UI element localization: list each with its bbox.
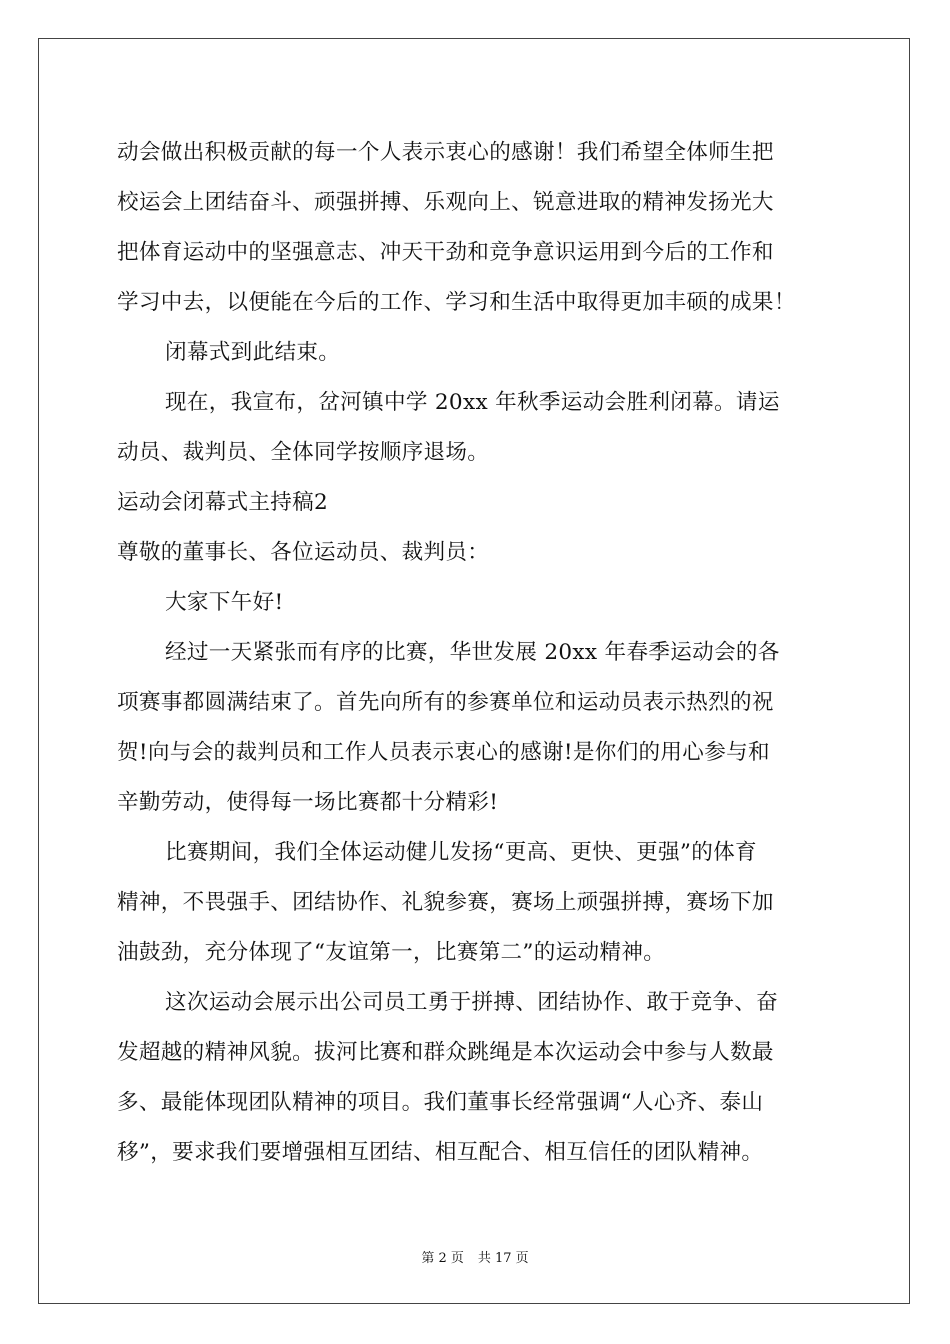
text-line: 这次运动会展示出公司员工勇于拼搏、团结协作、敢于竞争、奋 [165,990,779,1015]
text-line: 动会做出积极贡献的每一个人表示衷心的感谢！我们希望全体师生把 [117,140,774,165]
text-line: 动员、裁判员、全体同学按顺序退场。 [117,440,490,465]
text-line: 把体育运动中的坚强意志、冲天干劲和竞争意识运用到今后的工作和 [117,240,774,265]
page-footer [0,1247,950,1266]
document-body [117,128,837,1178]
page-number: 第 2 页 [421,1251,464,1266]
text-line: 经过一天紧张而有序的比赛，华世发展 20xx 年春季运动会的各 [165,640,780,665]
text-line: 油鼓劲，充分体现了“友谊第一，比赛第二”的运动精神。 [117,940,666,965]
text-line: 闭幕式到此结束。 [165,340,341,365]
text-line: 大家下午好! [165,590,284,615]
text-line: 运动会闭幕式主持稿2 [117,490,329,515]
text-line: 辛勤劳动，使得每一场比赛都十分精彩! [117,790,499,815]
text-line: 比赛期间，我们全体运动健儿发扬“更高、更快、更强”的体育 [165,840,757,865]
text-line: 项赛事都圆满结束了。首先向所有的参赛单位和运动员表示热烈的祝 [117,690,774,715]
text-line: 校运会上团结奋斗、顽强拼搏、乐观向上、锐意进取的精神发扬光大 [117,190,774,215]
text-line: 移”，要求我们要增强相互团结、相互配合、相互信任的团队精神。 [117,1140,764,1165]
text-line: 精神，不畏强手、团结协作、礼貌参赛，赛场上顽强拼搏，赛场下加 [117,890,774,915]
text-line: 多、最能体现团队精神的项目。我们董事长经常强调“人心齐、泰山 [117,1090,764,1115]
page-total: 共 17 页 [477,1251,529,1266]
text-line: 尊敬的董事长、各位运动员、裁判员： [117,540,490,565]
text-line: 贺!向与会的裁判员和工作人员表示衷心的感谢!是你们的用心参与和 [117,740,770,765]
text-line: 发超越的精神风貌。拔河比赛和群众跳绳是本次运动会中参与人数最 [117,1040,774,1065]
text-line: 现在，我宣布，岔河镇中学 20xx 年秋季运动会胜利闭幕。请运 [165,390,780,415]
text-line: 学习中去，以便能在今后的工作、学习和生活中取得更加丰硕的成果！ [117,290,796,315]
